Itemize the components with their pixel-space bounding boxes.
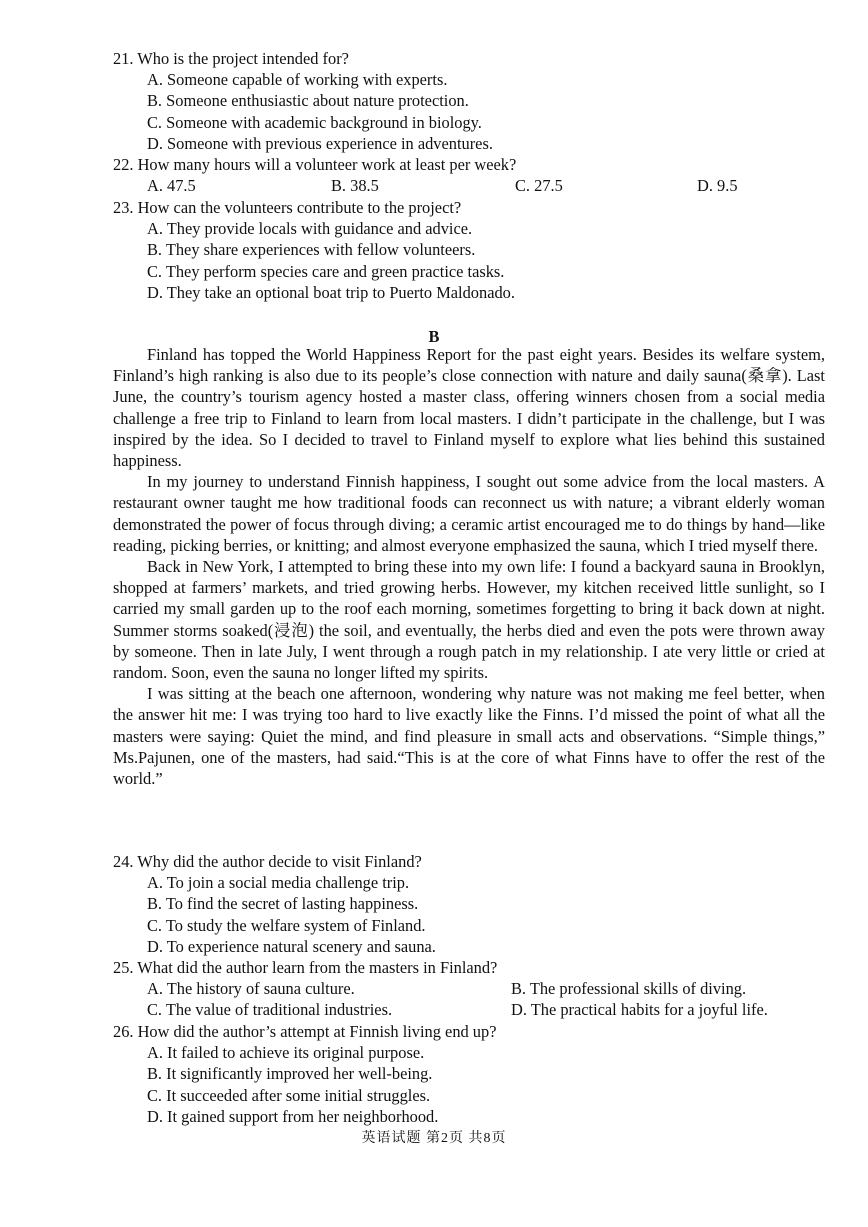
option-a: A. It failed to achieve its original purpose. [147,1043,425,1063]
passage-paragraph: Finland has topped the World Happiness Report for the past eight years. Besides its welfare system, Finland’s high ranking is also due to its people’s close connection with nature and daily sauna(桑拿). Last June, the country’s tourism agency hosted a master class, offering winners chosen from a social media challenge a free trip to Finland to learn from local masters. I didn’t participate in the challenge, but I was inspired by the idea. So I decided to travel to Finland myself to explore what lies behind this sustained happiness. [113,345,825,471]
option-d: D. It gained support from her neighborhood. [147,1106,439,1126]
question-stem: 21. Who is the project intended for? [113,49,349,68]
question-22 [113,154,825,196]
option-a: A. They provide locals with guidance and advice. [147,219,473,239]
question-stem: 24. Why did the author decide to visit Finland? [113,852,422,871]
question-25 [113,957,825,1021]
option-b: B. 38.5 [331,176,379,196]
options-row [147,175,825,196]
option-b: B. Someone enthusiastic about nature protection. [147,91,469,111]
option-d: D. The practical habits for a joyful life. [511,1000,768,1020]
question-stem: 23. How can the volunteers contribute to the project? [113,198,462,217]
page-footer: 英语试题 第2页 共8页 [361,1131,507,1146]
option-c: C. It succeeded after some initial struggles. [147,1085,431,1105]
question-24 [113,851,825,957]
question-26 [113,1021,825,1127]
option-d: D. They take an optional boat trip to Puerto Maldonado. [147,282,515,302]
passage-paragraph: In my journey to understand Finnish happiness, I sought out some advice from the local masters. A restaurant owner taught me how traditional foods can reconnect us with nature; a vibrant elderly woman demonstrated the power of focus through diving; a ceramic artist encouraged me to do things by hand—like reading, picking berries, or knitting; and almost everyone emphasized the sauna, which I tried myself there. [113,472,825,555]
option-d: D. To experience natural scenery and sauna. [147,936,436,956]
option-c: C. To study the welfare system of Finland. [147,915,426,935]
passage-paragraph: Back in New York, I attempted to bring these into my own life: I found a backyard sauna in Brooklyn, shopped at farmers’ markets, and tried growing herbs. However, my kitchen received little sunlight, so I carried my small garden up to the roof each morning, sometimes forgetting to bring it back down at night. Summer storms soaked(浸泡) the soil, and eventually, the herbs died and even the pots were thrown away by someone. Then in late July, I went through a rough patch in my relationship. I ate very little or cried at random. Soon, even the sauna no longer lifted my spirits. [113,557,825,683]
passage-paragraph: I was sitting at the beach one afternoon, wondering why nature was not making me feel better, when the answer hit me: I was trying too hard to live exactly like the Finns. I’d missed the point of what all the masters were saying: Quiet the mind, and find pleasure in small acts and observations. “Simple things,” Ms.Pajunen, one of the masters, had said.“This is at the core of what Finns have to offer the rest of the world.” [113,684,825,789]
options-row [147,999,825,1020]
question-stem: 22. How many hours will a volunteer work at least per week? [113,155,517,174]
option-b: B. They share experiences with fellow volunteers. [147,240,476,260]
option-d: D. 9.5 [697,176,738,196]
option-b: B. To find the secret of lasting happiness. [147,894,419,914]
question-21 [113,48,825,154]
option-a: A. To join a social media challenge trip. [147,873,410,893]
question-stem: 26. How did the author’s attempt at Finnish living end up? [113,1022,497,1041]
question-stem: 25. What did the author learn from the masters in Finland? [113,958,498,977]
option-b: B. It significantly improved her well-being. [147,1064,433,1084]
option-b: B. The professional skills of diving. [511,979,747,999]
option-a: A. 47.5 [147,176,196,196]
option-c: C. Someone with academic background in biology. [147,112,482,132]
options-row [147,978,825,999]
option-a: A. The history of sauna culture. [147,979,355,999]
section-title: B [428,327,440,346]
question-23 [113,197,825,303]
option-d: D. Someone with previous experience in adventures. [147,133,493,153]
reading-passage [113,344,825,789]
option-a: A. Someone capable of working with experts. [147,70,448,90]
option-c: C. 27.5 [515,176,563,196]
option-c: C. The value of traditional industries. [147,1000,393,1020]
option-c: C. They perform species care and green practice tasks. [147,261,505,281]
